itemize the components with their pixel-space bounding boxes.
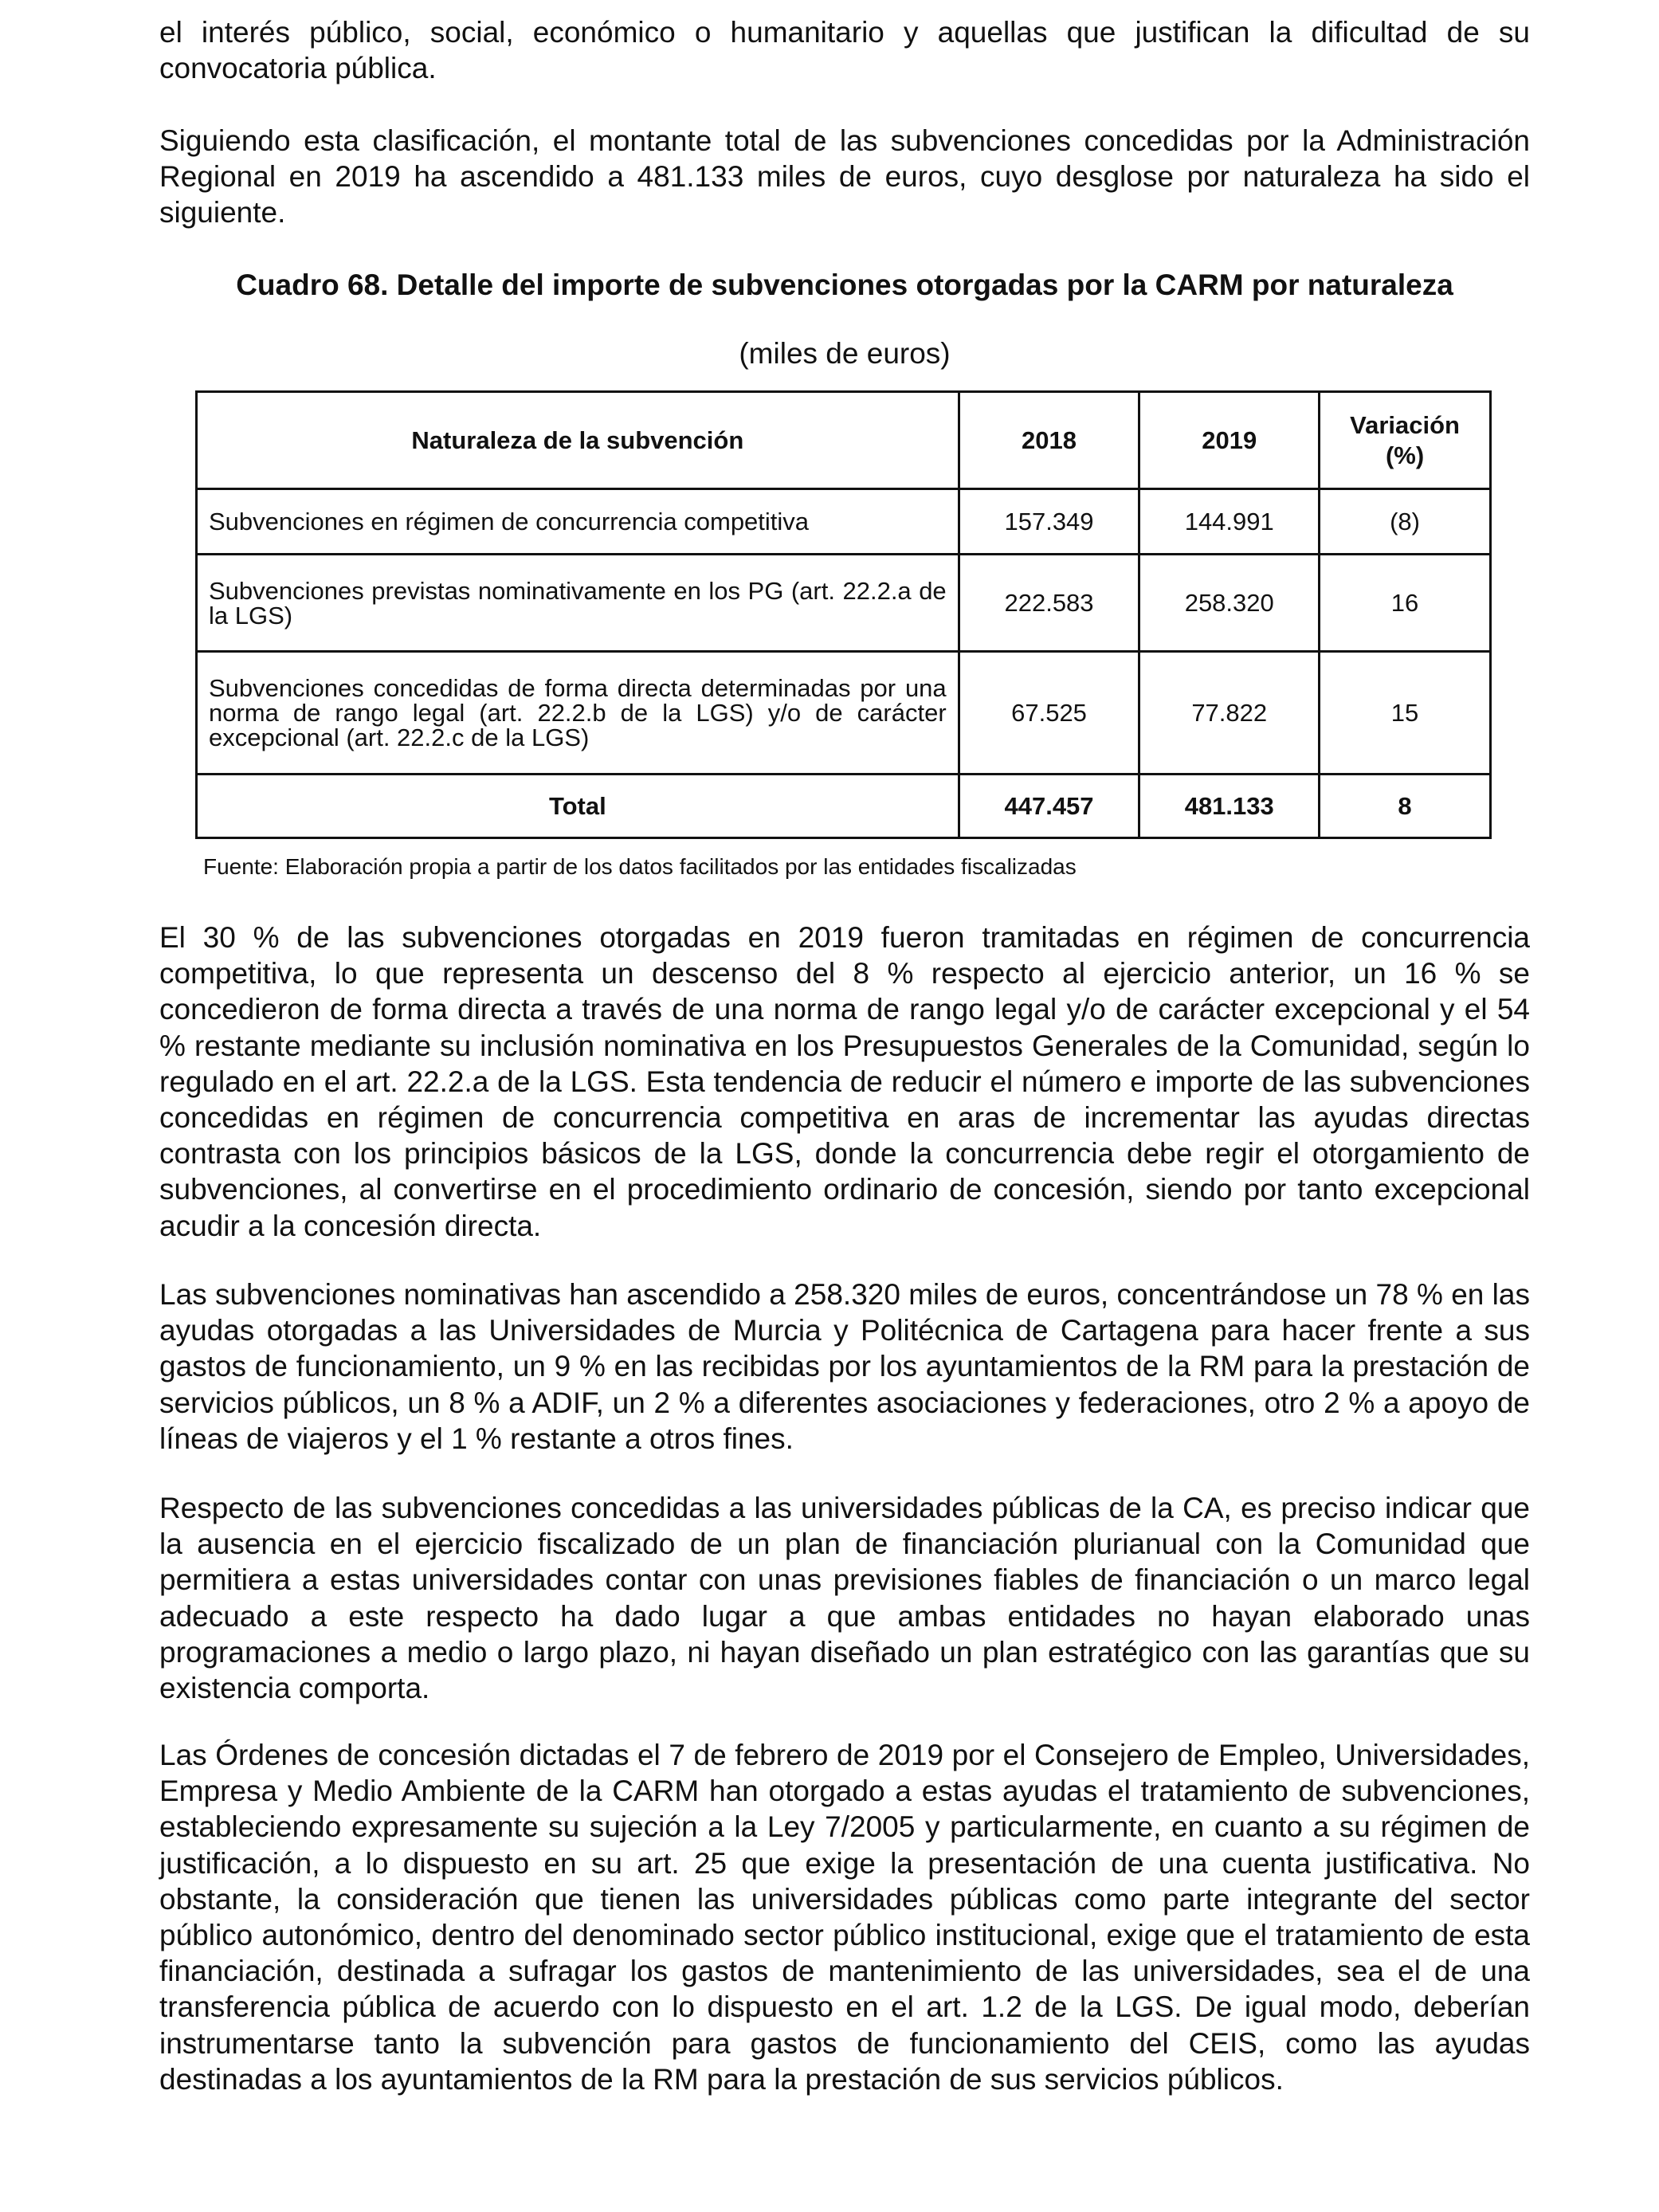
row-value-2018: 157.349 <box>959 489 1139 555</box>
table-source: Fuente: Elaboración propia a partir de los datos facilitados por las entidades fiscalizadas <box>203 854 1077 879</box>
table-total-row <box>197 775 1491 838</box>
row-value-2018: 67.525 <box>959 652 1139 775</box>
intro-paragraph-2: Siguiendo esta clasificación, el montante total de las subvenciones concedidas por la Administración Regional en 2019 ha ascendido a 481.133 miles de euros, cuyo desglose por naturaleza ha sido el siguiente. <box>159 124 1530 229</box>
header-naturaleza: Naturaleza de la subvención <box>197 392 959 489</box>
row-label: Subvenciones previstas nominativamente en los PG (art. 22.2.a de la LGS) <box>197 555 959 652</box>
header-2019: 2019 <box>1139 392 1320 489</box>
table-row <box>197 555 1491 652</box>
table-units: (miles de euros) <box>739 337 951 370</box>
table-row <box>197 652 1491 775</box>
total-label: Total <box>197 775 959 838</box>
row-variation: 15 <box>1320 652 1491 775</box>
row-value-2018: 222.583 <box>959 555 1139 652</box>
row-variation: (8) <box>1320 489 1491 555</box>
body-paragraph-1: El 30 % de las subvenciones otorgadas en 2019 fueron tramitadas en régimen de concurrencia competitiva, lo que representa un descenso del 8 % respecto al ejercicio anterior, un 16 % se concedieron de forma directa a través de una norma de rango legal y/o de carácter excepcional y el 54 % restante mediante su inclusión nominativa en los Presupuestos Generales de la Comunidad, según lo regulado en el art. 22.2.a de la LGS. Esta tendencia de reducir el número e importe de las subvenciones concedidas en régimen de concurrencia competitiva en aras de incrementar las ayudas directas contrasta con los principios básicos de la LGS, donde la concurrencia debe regir el otorgamiento de subvenciones, al convertirse en el procedimiento ordinario de concesión, siendo por tanto excepcional acudir a la concesión directa. <box>159 921 1530 1242</box>
row-label: Subvenciones concedidas de forma directa determinadas por una norma de rango legal (art. 22.2.b de la LGS) y/o de carácter excepcional (art. 22.2.c de la LGS) <box>197 652 959 775</box>
intro-paragraph-1: el interés público, social, económico o humanitario y aquellas que justifican la dificultad de su convocatoria pública. <box>159 16 1530 85</box>
subsidies-table <box>195 390 1492 839</box>
body-paragraph-2: Las subvenciones nominativas han ascendido a 258.320 miles de euros, concentrándose un 78 % en las ayudas otorgadas a las Universidades de Murcia y Politécnica de Cartagena para hacer frente a sus gastos de funcionamiento, un 9 % en las recibidas por los ayuntamientos de la RM para la prestación de servicios públicos, un 8 % a ADIF, un 2 % a diferentes asociaciones y federaciones, otro 2 % a apoyo de líneas de viajeros y el 1 % restante a otros fines. <box>159 1278 1530 1455</box>
table-caption: Cuadro 68. Detalle del importe de subvenciones otorgadas por la CARM por naturaleza <box>236 269 1453 301</box>
table-header-row <box>197 392 1491 489</box>
row-value-2019: 144.991 <box>1139 489 1320 555</box>
table-row <box>197 489 1491 555</box>
header-variacion: Variación (%) <box>1320 392 1491 489</box>
total-variation: 8 <box>1320 775 1491 838</box>
header-2018: 2018 <box>959 392 1139 489</box>
row-label: Subvenciones en régimen de concurrencia competitiva <box>197 489 959 555</box>
body-paragraph-3: Respecto de las subvenciones concedidas a las universidades públicas de la CA, es preciso indicar que la ausencia en el ejercicio fiscalizado de un plan de financiación plurianual con la Comunidad que permitiera a estas universidades contar con unas previsiones fiables de financiación o un marco legal adecuado a este respecto ha dado lugar a que ambas entidades no hayan elaborado unas programaciones a medio o largo plazo, ni hayan diseñado un plan estratégico con las garantías que su existencia comporta. <box>159 1492 1530 1705</box>
body-paragraph-4: Las Órdenes de concesión dictadas el 7 de febrero de 2019 por el Consejero de Empleo, Universidades, Empresa y Medio Ambiente de la CARM han otorgado a estas ayudas el tratamiento de subvenciones, estableciendo expresamente su sujeción a la Ley 7/2005 y particularmente, en cuanto a su régimen de justificación, a lo dispuesto en su art. 25 que exige la presentación de una cuenta justificativa. No obstante, la consideración que tienen las universidades públicas como parte integrante del sector público autonómico, dentro del denominado sector público institucional, exige que el tratamiento de esta financiación, destinada a sufragar los gastos de mantenimiento de las universidades, sea el de una transferencia pública de acuerdo con lo dispuesto en el art. 1.2 de la LGS. De igual modo, deberían instrumentarse tanto la subvención para gastos de funcionamiento del CEIS, como las ayudas destinadas a los ayuntamientos de la RM para la prestación de sus servicios públicos. <box>159 1739 1530 2096</box>
row-value-2019: 258.320 <box>1139 555 1320 652</box>
row-value-2019: 77.822 <box>1139 652 1320 775</box>
total-value-2019: 481.133 <box>1139 775 1320 838</box>
row-variation: 16 <box>1320 555 1491 652</box>
total-value-2018: 447.457 <box>959 775 1139 838</box>
